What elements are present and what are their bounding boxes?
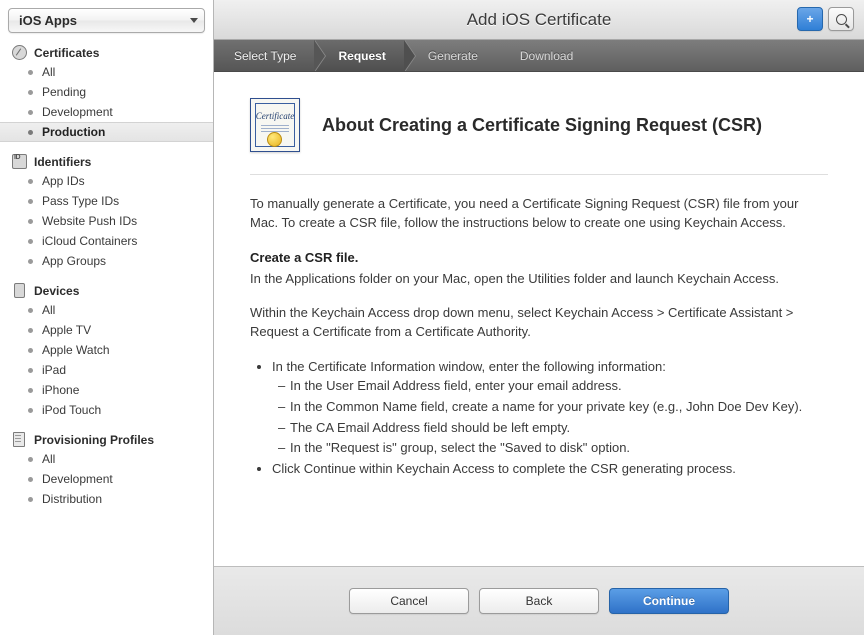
sidebar-item-ipod-touch[interactable] xyxy=(0,400,213,420)
sidebar-section-title: Certificates xyxy=(34,45,100,60)
sidebar-section-title: Identifiers xyxy=(34,154,92,169)
sidebar-section-certificates xyxy=(0,43,213,142)
list-item: – In the User Email Address field, enter your email address. xyxy=(278,377,828,396)
sidebar-item-label: iPhone xyxy=(42,383,80,397)
sidebar-item-icloud-containers[interactable] xyxy=(0,231,213,251)
chevron-down-icon xyxy=(190,18,198,23)
sidebar xyxy=(0,0,214,635)
sidebar-item-label: Production xyxy=(42,125,106,139)
list-item: – In the "Request is" group, select the "Saved to disk" option. xyxy=(278,439,828,458)
add-button[interactable]: + xyxy=(797,7,823,31)
bullet-icon xyxy=(28,408,33,413)
instruction-sublist xyxy=(272,377,828,458)
list-item: – The CA Email Address field should be left empty. xyxy=(278,419,828,438)
main-panel xyxy=(214,0,864,635)
sidebar-item-label: Pass Type IDs xyxy=(42,194,120,208)
step-select-type[interactable] xyxy=(214,40,314,71)
sidebar-item-devices-all[interactable] xyxy=(0,300,213,320)
sidebar-item-certificates-all[interactable] xyxy=(0,62,213,82)
step-download[interactable] xyxy=(496,40,591,71)
sidebar-item-apple-tv[interactable] xyxy=(0,320,213,340)
footer-actions xyxy=(214,566,864,635)
sidebar-item-label: App IDs xyxy=(42,174,85,188)
step-label: Select Type xyxy=(234,48,297,63)
bullet-icon xyxy=(28,308,33,313)
back-button[interactable]: Back xyxy=(479,588,599,614)
step-label: Download xyxy=(519,48,574,63)
sidebar-item-label: iCloud Containers xyxy=(42,234,138,248)
sidebar-item-label: Development xyxy=(42,105,113,119)
bullet-icon xyxy=(28,110,33,115)
sidebar-section-header-provisioning-profiles[interactable] xyxy=(0,430,213,449)
list-item xyxy=(272,358,828,458)
sidebar-item-label: Distribution xyxy=(42,492,103,506)
search-icon xyxy=(836,14,847,25)
bullet-icon xyxy=(28,457,33,462)
list-item: • Click Continue within Keychain Access to complete the CSR generating process. xyxy=(272,460,828,479)
list-item-text: In the Certificate Information window, enter the following information: xyxy=(272,359,666,375)
step-progress-bar xyxy=(214,40,864,72)
create-csr-heading: Create a CSR file. xyxy=(250,249,359,265)
sidebar-item-label: Apple Watch xyxy=(42,343,110,357)
bullet-icon xyxy=(28,497,33,502)
sidebar-section-provisioning-profiles xyxy=(0,430,213,509)
titlebar-buttons xyxy=(797,7,854,31)
document-icon xyxy=(13,432,25,447)
bullet-icon xyxy=(28,368,33,373)
intro-paragraph: To manually generate a Certificate, you need a Certificate Signing Request (CSR) file from your Mac. To create a CSR file, follow the instructions below to create one using Keychain Access. xyxy=(250,196,799,230)
sidebar-item-label: Apple TV xyxy=(42,323,92,337)
sidebar-item-label: iPad xyxy=(42,363,67,377)
list-item: – In the Common Name field, create a name for your private key (e.g., John Doe Dev Key). xyxy=(278,398,828,417)
certificate-icon-text: Certificate xyxy=(255,111,295,121)
account-select[interactable] xyxy=(8,8,205,33)
bullet-icon xyxy=(28,348,33,353)
bullet-icon xyxy=(28,179,33,184)
content-heading: About Creating a Certificate Signing Request (CSR) xyxy=(322,114,763,135)
bullet-icon xyxy=(28,90,33,95)
sidebar-item-app-groups[interactable] xyxy=(0,251,213,271)
sidebar-item-label: Website Push IDs xyxy=(42,214,138,228)
sidebar-item-profiles-development[interactable] xyxy=(0,469,213,489)
sidebar-item-label: All xyxy=(42,303,56,317)
sidebar-item-certificates-production[interactable] xyxy=(0,122,213,142)
sidebar-item-label: Pending xyxy=(42,85,87,99)
sidebar-item-iphone[interactable] xyxy=(0,380,213,400)
sidebar-section-header-identifiers[interactable] xyxy=(0,152,213,171)
instructions-body xyxy=(250,175,828,479)
identifier-icon xyxy=(12,154,27,169)
create-csr-text: In the Applications folder on your Mac, open the Utilities folder and launch Keychain Access. xyxy=(250,270,779,286)
cancel-button[interactable]: Cancel xyxy=(349,588,469,614)
sidebar-section-title: Provisioning Profiles xyxy=(34,432,155,447)
sidebar-item-pass-type-ids[interactable] xyxy=(0,191,213,211)
bullet-icon xyxy=(28,199,33,204)
bullet-icon xyxy=(28,239,33,244)
sidebar-section-title: Devices xyxy=(34,283,80,298)
bullet-icon xyxy=(28,130,33,135)
sidebar-section-header-devices[interactable] xyxy=(0,281,213,300)
account-select-label: iOS Apps xyxy=(19,13,78,28)
sidebar-item-apple-watch[interactable] xyxy=(0,340,213,360)
content-area xyxy=(214,72,864,566)
bullet-icon xyxy=(28,259,33,264)
sidebar-section-identifiers xyxy=(0,152,213,271)
device-icon xyxy=(14,283,25,298)
step-label: Generate xyxy=(427,48,478,63)
instruction-list xyxy=(250,358,828,479)
sidebar-item-profiles-all[interactable] xyxy=(0,449,213,469)
step-request[interactable] xyxy=(314,40,403,71)
sidebar-item-certificates-pending[interactable] xyxy=(0,82,213,102)
bullet-icon xyxy=(28,388,33,393)
certificate-document-icon xyxy=(250,98,300,152)
sidebar-item-website-push-ids[interactable] xyxy=(0,211,213,231)
sidebar-item-certificates-development[interactable] xyxy=(0,102,213,122)
sidebar-item-label: All xyxy=(42,65,56,79)
sidebar-item-label: All xyxy=(42,452,56,466)
sidebar-item-label: App Groups xyxy=(42,254,107,268)
step-label: Request xyxy=(338,48,386,63)
bullet-icon xyxy=(28,477,33,482)
step-arrow-icon xyxy=(404,40,415,72)
search-button[interactable] xyxy=(828,7,854,31)
bullet-icon xyxy=(28,70,33,75)
sidebar-item-app-ids[interactable] xyxy=(0,171,213,191)
continue-button[interactable]: Continue xyxy=(609,588,729,614)
titlebar xyxy=(214,0,864,40)
step-generate[interactable] xyxy=(404,40,496,71)
sidebar-item-profiles-distribution[interactable] xyxy=(0,489,213,509)
bullet-icon xyxy=(28,328,33,333)
sidebar-item-ipad[interactable] xyxy=(0,360,213,380)
step-arrow-icon xyxy=(314,40,325,72)
seal-icon xyxy=(267,132,282,147)
page-title: Add iOS Certificate xyxy=(466,9,612,29)
bullet-icon xyxy=(28,219,33,224)
sidebar-item-label: iPod Touch xyxy=(42,403,102,417)
sidebar-section-devices xyxy=(0,281,213,420)
document-header xyxy=(250,98,828,175)
keychain-menu-paragraph: Within the Keychain Access drop down menu, select Keychain Access > Certificate Assistant > Request a Certificate from a Certificate Authority. xyxy=(250,305,794,340)
sidebar-item-label: Development xyxy=(42,472,113,486)
certificate-icon xyxy=(12,45,27,60)
sidebar-section-header-certificates[interactable] xyxy=(0,43,213,62)
